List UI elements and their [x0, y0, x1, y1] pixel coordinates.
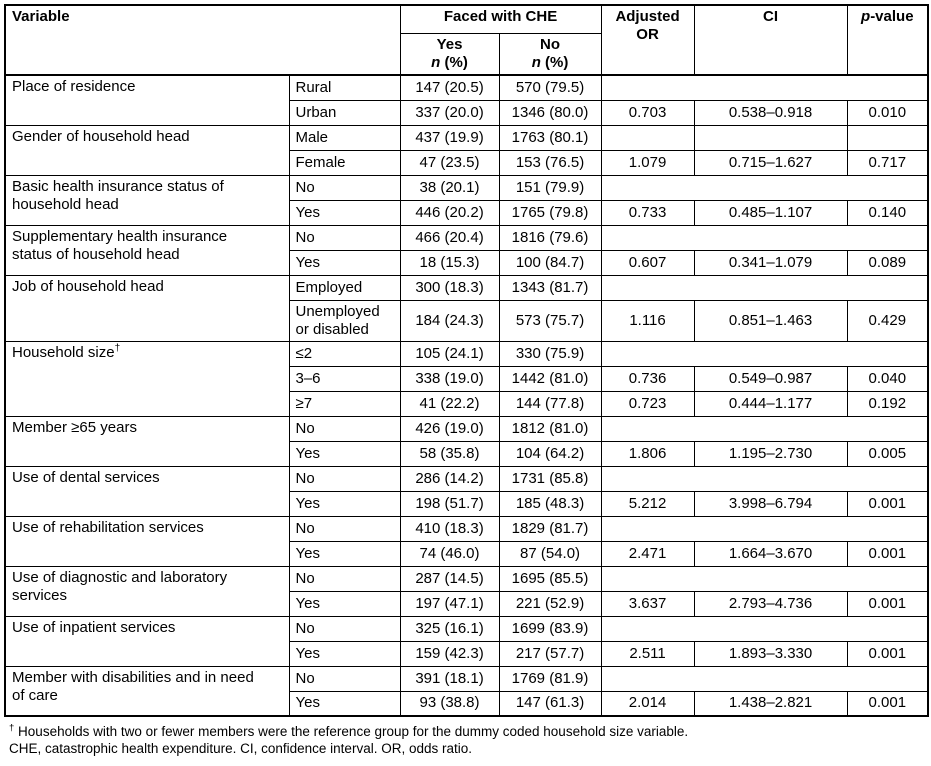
yes-subheader: Yes n (%) [400, 33, 499, 75]
table-header [5, 5, 928, 75]
no-count-cell: 217 (57.7) [499, 641, 601, 666]
yes-count-cell: 325 (16.1) [400, 616, 499, 641]
no-count-cell: 104 (64.2) [499, 441, 601, 466]
yes-count-cell: 466 (20.4) [400, 225, 499, 250]
footnote-dagger: † Households with two or fewer members were the reference group for the dummy coded household size variable. [9, 722, 689, 739]
category-cell: Yes [289, 691, 400, 716]
category-cell: Urban [289, 100, 400, 125]
pvalue-cell: 0.001 [847, 491, 928, 516]
table-row [5, 275, 928, 300]
no-count-cell: 1343 (81.7) [499, 275, 601, 300]
category-cell: Unemployed or disabled [289, 300, 400, 341]
or-cell: 1.116 [601, 300, 694, 341]
empty-cell [601, 341, 928, 366]
ci-cell: 1.438–2.821 [694, 691, 847, 716]
category-cell: Yes [289, 641, 400, 666]
ci-cell: 0.485–1.107 [694, 200, 847, 225]
table-footnotes [9, 724, 931, 757]
category-cell: Yes [289, 491, 400, 516]
variable-cell: Use of dental services [5, 466, 289, 516]
category-cell: Yes [289, 441, 400, 466]
category-cell: Employed [289, 275, 400, 300]
no-count-cell: 1812 (81.0) [499, 416, 601, 441]
yes-count-cell: 437 (19.9) [400, 125, 499, 150]
yes-count-cell: 198 (51.7) [400, 491, 499, 516]
yes-count-cell: 93 (38.8) [400, 691, 499, 716]
yes-count-cell: 184 (24.3) [400, 300, 499, 341]
category-cell: No [289, 466, 400, 491]
empty-cell [601, 666, 928, 691]
ci-cell [694, 125, 847, 150]
table-row [5, 416, 928, 441]
yes-count-cell: 337 (20.0) [400, 100, 499, 125]
empty-cell [601, 416, 928, 441]
pvalue-cell: 0.001 [847, 541, 928, 566]
variable-cell: Gender of household head [5, 125, 289, 175]
no-count-cell: 573 (75.7) [499, 300, 601, 341]
yes-count-cell: 105 (24.1) [400, 341, 499, 366]
yes-count-cell: 410 (18.3) [400, 516, 499, 541]
yes-count-cell: 300 (18.3) [400, 275, 499, 300]
empty-cell [601, 275, 928, 300]
or-cell: 1.079 [601, 150, 694, 175]
pvalue-cell: 0.005 [847, 441, 928, 466]
category-cell: No [289, 175, 400, 200]
table-row [5, 566, 928, 591]
no-count-cell: 1699 (83.9) [499, 616, 601, 641]
category-cell: Yes [289, 250, 400, 275]
category-cell: Male [289, 125, 400, 150]
ci-cell: 1.195–2.730 [694, 441, 847, 466]
yes-count-cell: 287 (14.5) [400, 566, 499, 591]
ci-cell: 0.444–1.177 [694, 391, 847, 416]
pvalue-cell: 0.010 [847, 100, 928, 125]
variable-cell: Use of diagnostic and laboratory services [5, 566, 289, 616]
no-count-cell: 1765 (79.8) [499, 200, 601, 225]
table-row [5, 616, 928, 641]
footnote-abbreviations: CHE, catastrophic health expenditure. CI, confidence interval. OR, odds ratio. [9, 740, 472, 756]
pvalue-cell [847, 125, 928, 150]
yes-count-cell: 74 (46.0) [400, 541, 499, 566]
yes-count-cell: 18 (15.3) [400, 250, 499, 275]
or-cell: 3.637 [601, 591, 694, 616]
table-body [5, 75, 928, 716]
ci-cell: 3.998–6.794 [694, 491, 847, 516]
yes-count-cell: 446 (20.2) [400, 200, 499, 225]
no-count-cell: 1816 (79.6) [499, 225, 601, 250]
pvalue-cell: 0.040 [847, 366, 928, 391]
category-cell: 3–6 [289, 366, 400, 391]
or-cell: 0.723 [601, 391, 694, 416]
no-count-cell: 1442 (81.0) [499, 366, 601, 391]
no-count-cell: 1731 (85.8) [499, 466, 601, 491]
ci-header: CI [694, 5, 847, 75]
ci-cell: 2.793–4.736 [694, 591, 847, 616]
category-cell: No [289, 616, 400, 641]
variable-header: Variable [5, 5, 400, 75]
no-count-cell: 185 (48.3) [499, 491, 601, 516]
category-cell: Female [289, 150, 400, 175]
table-row [5, 466, 928, 491]
dagger-marker: † [9, 722, 15, 734]
empty-cell [601, 516, 928, 541]
yes-count-cell: 58 (35.8) [400, 441, 499, 466]
variable-cell: Member ≥65 years [5, 416, 289, 466]
category-cell: ≥7 [289, 391, 400, 416]
category-cell: No [289, 225, 400, 250]
variable-cell: Job of household head [5, 275, 289, 341]
or-cell: 2.471 [601, 541, 694, 566]
no-count-cell: 1695 (85.5) [499, 566, 601, 591]
or-cell: 1.806 [601, 441, 694, 466]
table-row [5, 516, 928, 541]
or-cell [601, 125, 694, 150]
pvalue-cell: 0.089 [847, 250, 928, 275]
or-cell: 0.736 [601, 366, 694, 391]
variable-cell: Place of residence [5, 75, 289, 125]
no-count-cell: 1829 (81.7) [499, 516, 601, 541]
yes-count-cell: 41 (22.2) [400, 391, 499, 416]
table-row [5, 666, 928, 691]
table-row [5, 341, 928, 366]
category-cell: Yes [289, 591, 400, 616]
table-row [5, 225, 928, 250]
pvalue-cell: 0.717 [847, 150, 928, 175]
variable-cell: Household size† [5, 341, 289, 416]
variable-cell: Basic health insurance status of household head [5, 175, 289, 225]
adjusted-or-header: Adjusted OR [601, 5, 694, 75]
category-cell: Yes [289, 541, 400, 566]
no-count-cell: 87 (54.0) [499, 541, 601, 566]
category-cell: No [289, 516, 400, 541]
or-cell: 0.607 [601, 250, 694, 275]
no-count-cell: 144 (77.8) [499, 391, 601, 416]
category-cell: ≤2 [289, 341, 400, 366]
pvalue-cell: 0.192 [847, 391, 928, 416]
table-row [5, 125, 928, 150]
yes-count-cell: 338 (19.0) [400, 366, 499, 391]
no-count-cell: 330 (75.9) [499, 341, 601, 366]
variable-cell: Use of inpatient services [5, 616, 289, 666]
yes-count-cell: 391 (18.1) [400, 666, 499, 691]
empty-cell [601, 225, 928, 250]
or-cell: 0.733 [601, 200, 694, 225]
yes-count-cell: 47 (23.5) [400, 150, 499, 175]
yes-count-cell: 286 (14.2) [400, 466, 499, 491]
ci-cell: 1.664–3.670 [694, 541, 847, 566]
empty-cell [601, 175, 928, 200]
or-cell: 2.014 [601, 691, 694, 716]
dagger-marker: † [114, 342, 121, 354]
faced-with-che-header: Faced with CHE [400, 5, 601, 33]
no-count-cell: 100 (84.7) [499, 250, 601, 275]
or-cell: 5.212 [601, 491, 694, 516]
table-row [5, 75, 928, 100]
pvalue-cell: 0.001 [847, 691, 928, 716]
category-cell: No [289, 416, 400, 441]
ci-cell: 0.549–0.987 [694, 366, 847, 391]
ci-cell: 0.851–1.463 [694, 300, 847, 341]
pvalue-header: p-value [847, 5, 928, 75]
ci-cell: 1.893–3.330 [694, 641, 847, 666]
yes-count-cell: 38 (20.1) [400, 175, 499, 200]
or-cell: 0.703 [601, 100, 694, 125]
no-count-cell: 1346 (80.0) [499, 100, 601, 125]
yes-count-cell: 159 (42.3) [400, 641, 499, 666]
pvalue-cell: 0.001 [847, 641, 928, 666]
yes-count-cell: 147 (20.5) [400, 75, 499, 100]
category-cell: Rural [289, 75, 400, 100]
empty-cell [601, 466, 928, 491]
no-count-cell: 1769 (81.9) [499, 666, 601, 691]
category-cell: Yes [289, 200, 400, 225]
no-count-cell: 221 (52.9) [499, 591, 601, 616]
table-row [5, 175, 928, 200]
no-count-cell: 147 (61.3) [499, 691, 601, 716]
no-subheader: No n (%) [499, 33, 601, 75]
ci-cell: 0.341–1.079 [694, 250, 847, 275]
or-cell: 2.511 [601, 641, 694, 666]
no-count-cell: 153 (76.5) [499, 150, 601, 175]
yes-count-cell: 426 (19.0) [400, 416, 499, 441]
pvalue-cell: 0.429 [847, 300, 928, 341]
pvalue-cell: 0.001 [847, 591, 928, 616]
empty-cell [601, 616, 928, 641]
variable-cell: Use of rehabilitation services [5, 516, 289, 566]
ci-cell: 0.715–1.627 [694, 150, 847, 175]
no-count-cell: 151 (79.9) [499, 175, 601, 200]
variable-cell: Member with disabilities and in need of care [5, 666, 289, 716]
ci-cell: 0.538–0.918 [694, 100, 847, 125]
header-row-1 [5, 5, 928, 33]
results-table [4, 4, 929, 717]
variable-cell: Supplementary health insurance status of household head [5, 225, 289, 275]
category-cell: No [289, 566, 400, 591]
empty-cell [601, 75, 928, 100]
yes-count-cell: 197 (47.1) [400, 591, 499, 616]
no-count-cell: 570 (79.5) [499, 75, 601, 100]
pvalue-cell: 0.140 [847, 200, 928, 225]
empty-cell [601, 566, 928, 591]
no-count-cell: 1763 (80.1) [499, 125, 601, 150]
category-cell: No [289, 666, 400, 691]
